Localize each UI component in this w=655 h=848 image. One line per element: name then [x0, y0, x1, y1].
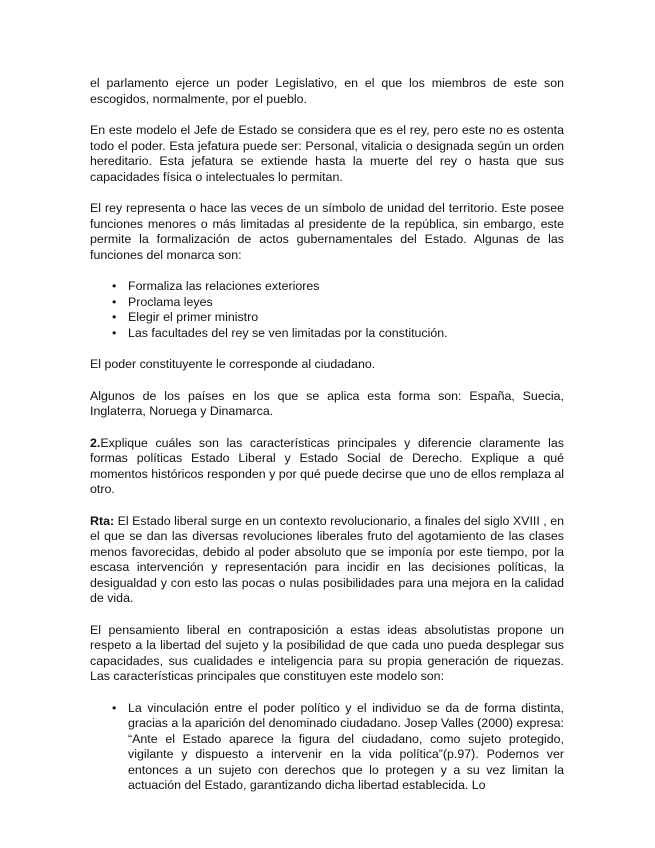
answer-label: Rta: — [90, 513, 115, 528]
question-2 — [90, 436, 564, 498]
paragraph-parliament: el parlamento ejerce un poder Legislativo, en el que los miembros de este son escogidos, normalmente, por el pueblo. — [90, 76, 564, 106]
list-item-text: Elegir el primer ministro — [128, 310, 259, 324]
bullet-icon: • — [112, 325, 117, 340]
list-item — [90, 310, 564, 326]
answer-text: El Estado liberal surge en un contexto revolucionario, a finales del siglo XVIII , en el que se dan las diversas revoluciones liberales fruto del agotamiento de las clases menos favorecidas, debido al poder absoluto que se imponía por este tiempo, por la escasa intervención y representación para incidir en las decisiones políticas, la desigualdad y con esto las pocas o nulas posibilidades para una mejora en la calidad de vida. — [90, 513, 564, 605]
paragraph-liberal-thought: El pensamiento liberal en contraposición a estas ideas absolutistas propone un respeto a la libertad del sujeto y la posibilidad de que cada uno pueda desplegar sus capacidades, sus cualidades e inteligencia para su propia generación de riquezas. Las características principales que constituyen este modelo son: — [90, 622, 564, 683]
list-item-text: Proclama leyes — [128, 294, 213, 309]
list-item — [90, 326, 564, 342]
list-item-text: Formaliza las relaciones exteriores — [128, 279, 320, 293]
paragraph-countries: Algunos de los países en los que se aplica esta forma son: España, Suecia, Inglaterra, Noruega y Dinamarca. — [90, 388, 564, 418]
bullet-icon: • — [112, 279, 117, 293]
paragraph-constituent-power: El poder constituyente le corresponde al ciudadano. — [90, 357, 376, 371]
list-item — [90, 279, 564, 295]
list-item — [90, 295, 564, 311]
bullet-icon: • — [112, 310, 117, 324]
answer-paragraph — [90, 514, 564, 607]
question-text: Explique cuáles son las características principales y diferencie claramente las formas políticas Estado Liberal y Estado Social de Derecho. Explique a qué momentos históricos responden y por qué puede decirse que uno de ellos remplaza al otro. — [90, 435, 564, 496]
list-item-text: Las facultades del rey se ven limitadas por la constitución. — [128, 325, 448, 340]
question-number: 2. — [90, 435, 101, 450]
bullet-icon: • — [112, 700, 117, 715]
list-item — [90, 701, 564, 794]
liberal-characteristics-list — [90, 701, 564, 794]
document-page — [90, 76, 564, 810]
monarch-functions-list — [90, 279, 564, 341]
paragraph-king-role: El rey representa o hace las veces de un símbolo de unidad del territorio. Este posee funciones menores o más limitadas al presidente de la república, sin embargo, este permite la formalización de actos gubernamentales del Estado. Algunas de las funciones del monarca son: — [90, 201, 564, 262]
list-item-text: La vinculación entre el poder político y el individuo se da de forma distinta, gracias a la aparición del denominado ciudadano. Josep Valles (2000) expresa: “Ante el Estado aparece la figura del ciudadano, como sujeto protegido, vigilante y dispuesto a intervenir en la vida política”(p.97). Podemos ver entonces a un sujeto con derechos que lo protegen y a su vez limitan la actuación del Estado, garantizando dicha libertad establecida. Lo — [128, 700, 564, 792]
paragraph-head-of-state: En este modelo el Jefe de Estado se considera que es el rey, pero este no es ostenta todo el poder. Esta jefatura puede ser: Personal, vitalicia o designada según un orden hereditario. Esta jefatura se extiende hasta la muerte del rey o hasta que sus capacidades física o intelectuales lo permitan. — [90, 123, 564, 184]
bullet-icon: • — [112, 294, 117, 309]
